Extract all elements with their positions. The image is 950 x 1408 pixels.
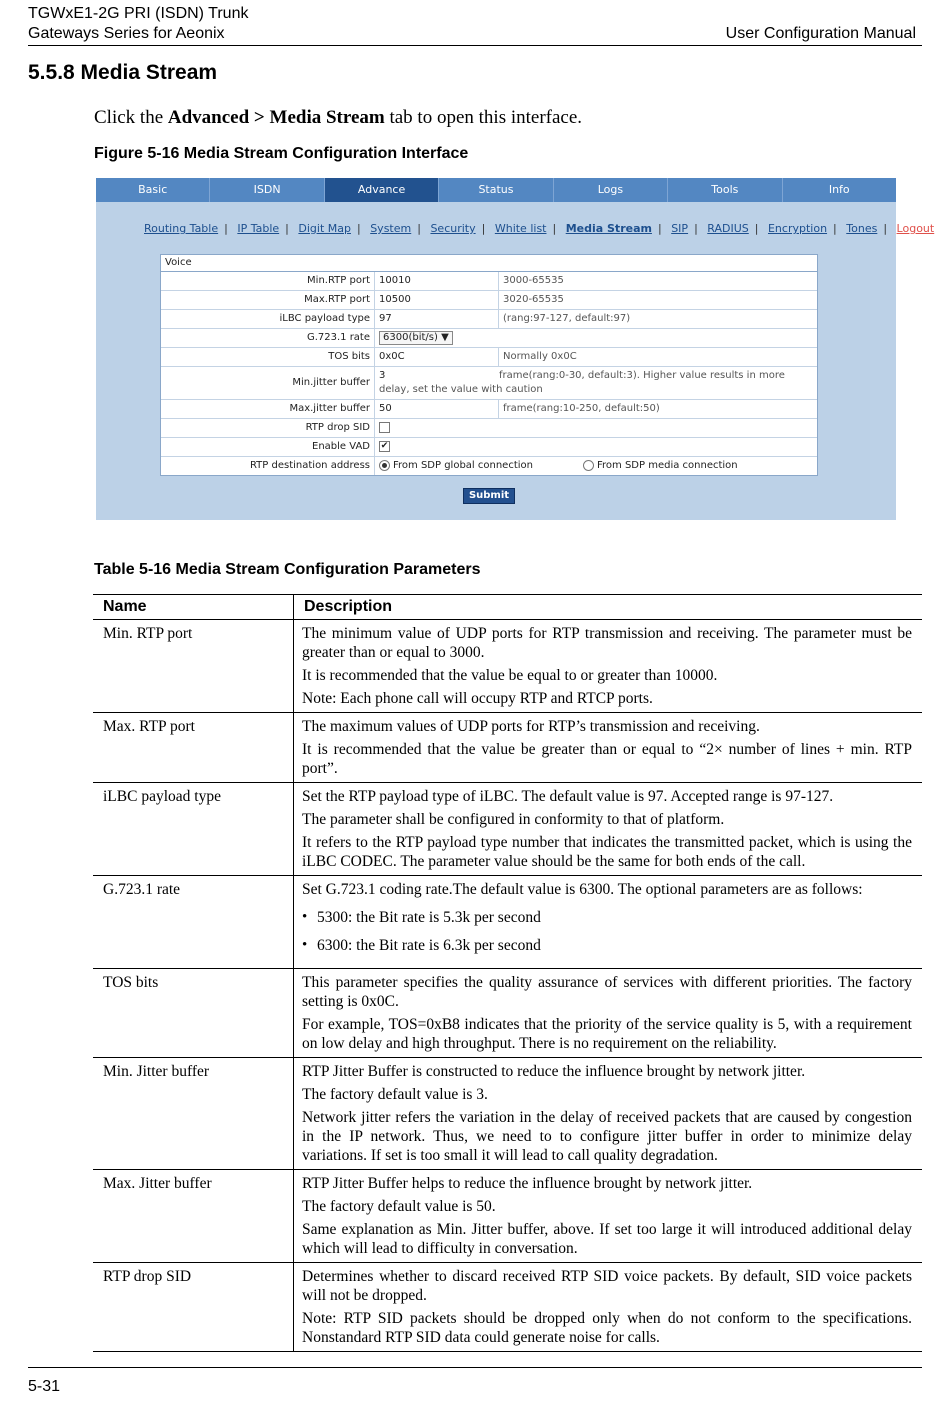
voice-heading: Voice	[161, 255, 817, 272]
tos-input[interactable]: 0x0C	[375, 348, 499, 366]
doc-header-title: TGWxE1-2G PRI (ISDN) Trunk	[28, 5, 249, 22]
table-row	[93, 713, 922, 783]
description-paragraph: The minimum value of UDP ports for RTP transmission and receiving. The parameter must be greater than or equal to 3000.	[302, 625, 912, 661]
radio-icon	[583, 460, 594, 471]
description-paragraph: Note: Each phone call will occupy RTP and RTCP ports.	[302, 690, 653, 707]
voice-settings-panel	[160, 254, 818, 476]
max-jitter-input[interactable]: 50	[375, 400, 499, 418]
min-jitter-hint-cont: delay, set the value with caution	[379, 384, 543, 395]
param-description	[294, 713, 923, 783]
param-name: TOS bits	[93, 969, 294, 1058]
min-jitter-input[interactable]: 3	[379, 370, 386, 381]
tab-info[interactable]: Info	[828, 183, 850, 196]
description-paragraph: The factory default value is 3.	[302, 1086, 488, 1103]
link-white-list[interactable]: White list	[494, 222, 547, 235]
min-jitter-hint: frame(rang:0-30, default:3). Higher value results in more	[499, 370, 785, 381]
doc-header-subtitle: Gateways Series for Aeonix	[28, 25, 225, 42]
row-min-jitter	[161, 367, 817, 400]
link-system[interactable]: System	[370, 222, 412, 235]
param-name: RTP drop SID	[93, 1263, 294, 1352]
row-rtp-drop-sid	[161, 419, 817, 438]
rtp-drop-sid-label: RTP drop SID	[161, 419, 375, 437]
enable-vad-checkbox[interactable]: ✔	[380, 440, 389, 451]
dest-option-global[interactable]: From SDP global connection	[379, 457, 583, 475]
max-jitter-hint: frame(rang:10-250, default:50)	[503, 403, 660, 414]
description-paragraph: The maximum values of UDP ports for RTP’s transmission and receiving.	[302, 718, 760, 735]
parameters-table	[93, 594, 922, 1352]
max-rtp-input[interactable]: 10500	[375, 291, 499, 309]
param-description	[294, 620, 923, 713]
row-max-jitter	[161, 400, 817, 419]
link-radius[interactable]: RADIUS	[707, 222, 749, 235]
bullet-item: • 6300: the Bit rate is 6.3k per second	[302, 936, 912, 955]
description-paragraph: Same explanation as Min. Jitter buffer, above. If set too large it will introduced additional delay which will lead to difficulty in conversation.	[302, 1221, 912, 1257]
description-paragraph: For example, TOS=0xB8 indicates that the priority of the service quality is 5, with a requirement on low delay and high throughput. There is no requirement on the reliability.	[302, 1016, 912, 1052]
ilbc-hint: (rang:97-127, default:97)	[503, 313, 631, 324]
min-rtp-label: Min.RTP port	[161, 272, 375, 290]
link-sip[interactable]: SIP	[671, 222, 689, 235]
g7231-select[interactable]: 6300(bit/s) ▼	[379, 331, 453, 345]
table-row	[93, 620, 922, 713]
footer-rule	[28, 1367, 922, 1368]
param-name: iLBC payload type	[93, 783, 294, 876]
param-name: Min. RTP port	[93, 620, 294, 713]
link-security[interactable]: Security	[430, 222, 476, 235]
table-row	[93, 969, 922, 1058]
tab-logs[interactable]: Logs	[554, 178, 668, 202]
row-enable-vad	[161, 438, 817, 457]
rtp-drop-sid-checkbox[interactable]	[379, 422, 390, 433]
row-tos	[161, 348, 817, 367]
table-caption: Table 5-16 Media Stream Configuration Parameters	[94, 561, 481, 578]
param-description	[294, 1058, 923, 1170]
ilbc-label: iLBC payload type	[161, 310, 375, 328]
param-description	[294, 969, 923, 1058]
tab-advance[interactable]: Advance	[325, 178, 439, 202]
link-ip-table[interactable]: IP Table	[237, 222, 280, 235]
max-rtp-label: Max.RTP port	[161, 291, 375, 309]
page-number: 5-31	[28, 1378, 61, 1395]
intro-paragraph: Click the Advanced > Media Stream tab to open this interface.	[94, 107, 583, 128]
tab-basic[interactable]: Basic	[96, 178, 210, 202]
dest-option-media[interactable]: From SDP media connection	[583, 457, 738, 475]
radio-selected-icon	[379, 460, 390, 471]
row-g7231	[161, 329, 817, 348]
sub-nav-links: Routing Table | IP Table | Digit Map | System | Security | White list | Media Stream | SIP | RADIUS | Encryption | Tones | Logout	[144, 222, 935, 235]
description-paragraph: Set the RTP payload type of iLBC. The default value is 97. Accepted range is 97-127.	[302, 788, 834, 805]
top-nav-bar	[96, 178, 896, 202]
link-logout[interactable]: Logout	[896, 222, 935, 235]
description-paragraph: Set G.723.1 coding rate.The default value is 6300. The optional parameters are as follows:	[302, 881, 863, 898]
description-paragraph: The parameter shall be configured in conformity to that of platform.	[302, 811, 725, 828]
description-paragraph: It refers to the RTP payload type number that indicates the transmitted packet, which is using the iLBC CODEC. The parameter value should be the same for both ends of the call.	[302, 834, 912, 870]
section-title: 5.5.8 Media Stream	[28, 61, 218, 84]
description-paragraph: Note: RTP SID packets should be dropped only when do not conform to the specifications. Nonstandard RTP SID data could generate noise for calls.	[302, 1310, 912, 1346]
description-paragraph: The factory default value is 50.	[302, 1198, 496, 1215]
header-description: Description	[294, 595, 923, 620]
bullet-item: • 5300: the Bit rate is 5.3k per second	[302, 908, 912, 927]
param-name: Min. Jitter buffer	[93, 1058, 294, 1170]
param-description	[294, 1170, 923, 1263]
description-paragraph: It is recommended that the value be greater than or equal to “2× number of lines + min. RTP port”.	[302, 741, 912, 777]
description-paragraph: It is recommended that the value be equal to or greater than 10000.	[302, 667, 718, 684]
table-row	[93, 1263, 922, 1352]
description-paragraph: This parameter specifies the quality assurance of services with different priorities. The factory setting is 0x0C.	[302, 974, 912, 1010]
chevron-down-icon: ▼	[441, 332, 449, 343]
description-paragraph: RTP Jitter Buffer helps to reduce the influence brought by network jitter.	[302, 1175, 753, 1192]
min-jitter-label: Min.jitter buffer	[161, 367, 375, 399]
tos-label: TOS bits	[161, 348, 375, 366]
row-max-rtp	[161, 291, 817, 310]
link-tones[interactable]: Tones	[846, 222, 878, 235]
min-rtp-hint: 3000-65535	[503, 275, 564, 286]
table-row	[93, 1170, 922, 1263]
submit-button[interactable]: Submit	[463, 488, 515, 504]
param-description	[294, 1263, 923, 1352]
header-name: Name	[93, 595, 294, 620]
tab-tools[interactable]: Tools	[668, 178, 782, 202]
param-name: Max. RTP port	[93, 713, 294, 783]
row-ilbc	[161, 310, 817, 329]
tos-hint: Normally 0x0C	[503, 351, 577, 362]
media-stream-screenshot	[96, 178, 935, 520]
table-header-row	[93, 595, 922, 620]
max-rtp-hint: 3020-65535	[503, 294, 564, 305]
tab-status[interactable]: Status	[439, 178, 553, 202]
link-routing-table[interactable]: Routing Table	[144, 222, 219, 235]
rtp-destination-label: RTP destination address	[161, 457, 375, 475]
row-min-rtp	[161, 272, 817, 291]
param-description	[294, 876, 923, 969]
g7231-label: G.723.1 rate	[161, 329, 375, 347]
description-paragraph: Determines whether to discard received RTP SID voice packets. By default, SID voice packets will not be dropped.	[302, 1268, 912, 1304]
tab-isdn[interactable]: ISDN	[210, 178, 324, 202]
min-rtp-input[interactable]: 10010	[375, 272, 499, 290]
figure-caption: Figure 5-16 Media Stream Configuration Interface	[94, 145, 469, 162]
row-rtp-destination	[161, 457, 817, 475]
link-encryption[interactable]: Encryption	[767, 222, 828, 235]
ilbc-input[interactable]: 97	[375, 310, 499, 328]
header-rule	[28, 45, 922, 46]
table-row	[93, 783, 922, 876]
link-media-stream[interactable]: Media Stream	[565, 222, 652, 235]
description-paragraph: Network jitter refers the variation in the delay of received packets that are caused by congestion in the IP network. Thus, we need to to configure jitter buffer in order to minimize delay variations. If set is too small it will lead to call quality degradation.	[302, 1109, 912, 1164]
param-description	[294, 783, 923, 876]
description-paragraph: RTP Jitter Buffer is constructed to reduce the influence brought by network jitter.	[302, 1063, 806, 1080]
param-name: Max. Jitter buffer	[93, 1170, 294, 1263]
enable-vad-label: Enable VAD	[161, 438, 375, 456]
doc-header-manual: User Configuration Manual	[725, 25, 916, 42]
table-row	[93, 876, 922, 969]
max-jitter-label: Max.jitter buffer	[161, 400, 375, 418]
table-row	[93, 1058, 922, 1170]
param-name: G.723.1 rate	[93, 876, 294, 969]
link-digit-map[interactable]: Digit Map	[298, 222, 351, 235]
